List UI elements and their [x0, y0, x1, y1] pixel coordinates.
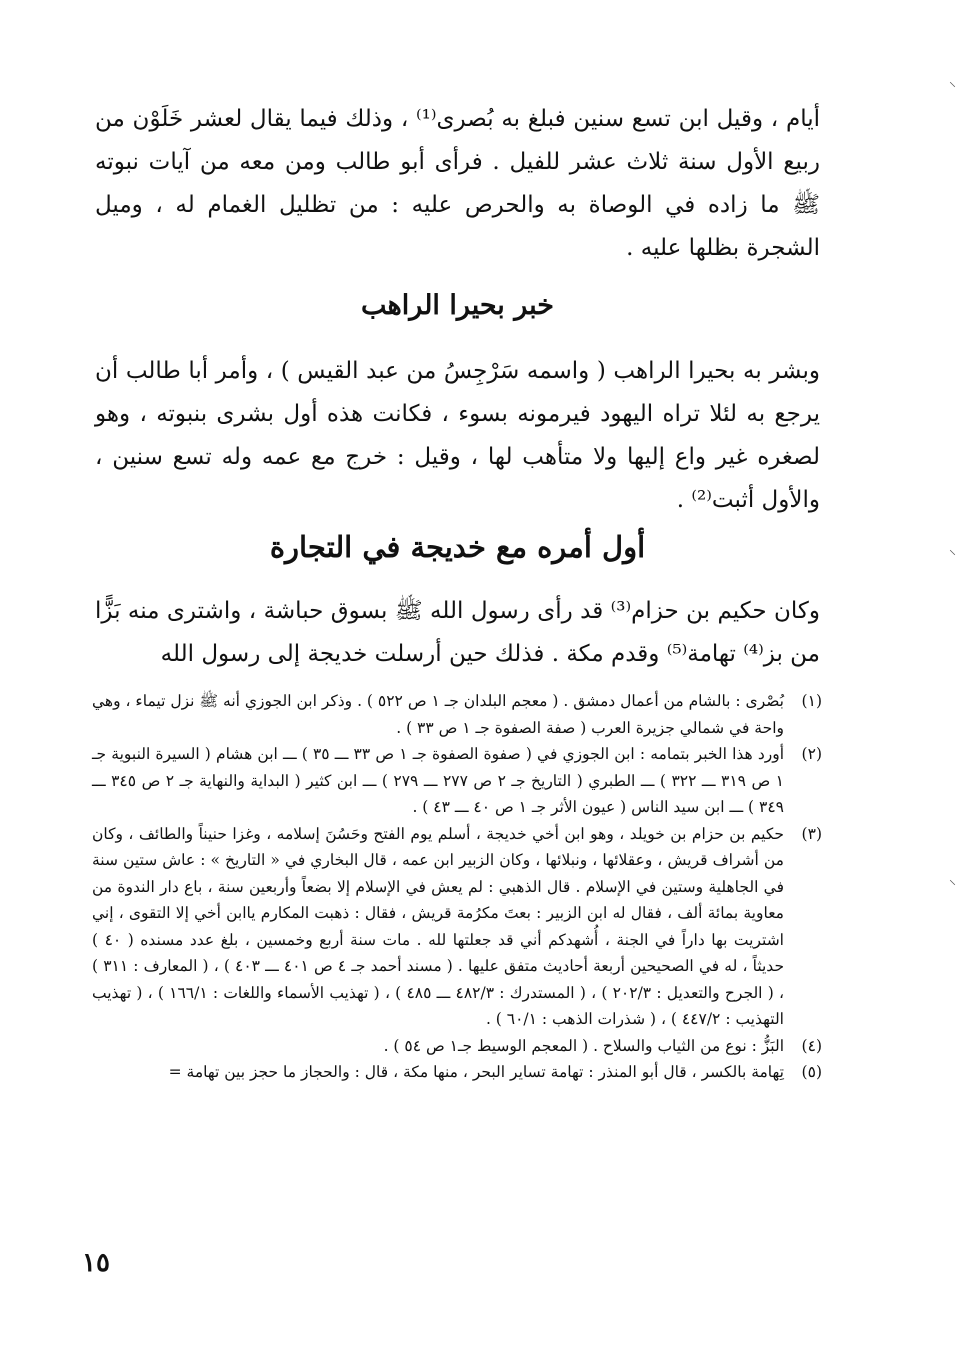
footnote-marker: (١) [801, 692, 822, 710]
body-paragraph-1: أيام ، وقيل ابن تسع سنين فبلغ به بُصرى⁽¹⁾ ، وذلك فيما يقال لعشر خَلَوْن من ربيع الأول سنة ثلاث عشر للفيل . فرأى أبو طالب ومن معه من آيات نبوته ﷺ ما زاده في الوصاة به والحرص عليه : من تظليل الغمام له ، وميل الشجرة بظلها عليه . [95, 106, 821, 261]
footnote-marker: (٣) [801, 824, 822, 843]
footnote-text: أورد هذا الخبر بتمامه : ابن الجوزي في ( صفوة الصفوة جـ ١ ص ٣٣ ـــ ٣٥ ) ـــ ابن هشام ( السيرة النبوية جـ ١ ص ٣١٩ ـــ ٣٢٢ ) ـــ الطبري ( التاريخ جـ ٢ ص ٢٧٧ ـــ ٢٧٩ ) ـــ ابن كثير ( البداية والنهاية جـ ٢ ص ٣٤٥ ـــ ٣٤٩ ) ـــ ابن سيد الناس ( عيون الأثر جـ ١ ص ٤٠ ـــ ٤٣ ) . [92, 745, 785, 816]
footnote-text: تِهامة بالكسر ، قال أبو المنذر : تهامة تساير البحر ، منها مكة ، قال : والحجاز ما حجز بين تهامة = [168, 1063, 784, 1081]
footnote-3 [92, 821, 822, 1033]
footnote-2 [92, 741, 822, 821]
footnote-1 [92, 688, 822, 741]
section-heading-khadija: أول أمره مع خديجة في التجارة [269, 530, 646, 564]
footnotes [92, 688, 822, 1086]
footnote-text: حكيم بن حزام بن خويلد ، وهو ابن أخي خديجة ، أسلم يوم الفتح وحَسُنَ إسلامه ، وغزا حنيناً والطائف ، وكان من أشراف قريش ، وعقلائها ، ونبلائها ، وكان الزبير ابن عمه ، قال البخاري في « التاريخ » : عاش ستين سنة في الجاهلية وستين في الإسلام . قال الذهبي : لم يعش في الإسلام إلا بضعاً وأربعين سنة ، باع دار الندوة من معاوية بمائة ألف ، فقال له ابن الزبير : بعتَ مكرُمة قريش ، فقال : ذهبت المكارم ياابن أخي إلا التقوى ، إني اشتريت بها داراً في الجنة ، أُشهدكم أني قد جعلتها لله . مات سنة أربع وخمسين ، بلغ عدد مسنده ( ٤٠ ) حديثاً ، له في الصحيحين أربعة أحاديث متفق عليها . ( مسند أحمد جـ ٤ ص ٤٠١ ـــ ٤٠٣ ) ، ( المعارف : ٣١١ ) ، ( الجرح والتعديل : ٢٠٢/٣ ) ، ( المستدرك : ٤٨٢/٣ ـــ ٤٨٥ ) ، ( تهذيب الأسماء واللغات : ١٦٦/١ ) ، ( تهذيب التهذيب : ٤٤٧/٢ ) ، ( شذرات الذهب : ٦٠/١ ) . [92, 824, 785, 1028]
scan-margin-mark: ⸝ [949, 872, 956, 888]
scan-margin-mark: ⸝ [949, 542, 956, 558]
page-number: ١٥ [82, 1248, 110, 1278]
footnote-marker: (٤) [801, 1036, 822, 1055]
footnote-5 [92, 1059, 822, 1086]
footnote-marker: (٥) [801, 1063, 822, 1081]
footnote-text: بُصْرى : بالشام من أعمال دمشق . ( معجم البلدان جـ ١ ص ٥٢٢ ) . وذكر ابن الجوزي أنه ﷺ نزل تيماء ، وهي واحة في شمالي جزيرة العرب ( صفة الصفوة جـ ١ ص ٣٣ ) . [92, 692, 784, 737]
body-paragraph-2: وبشر به بحيرا الراهب ( واسمه سَرْجِسُ من عبد القيس ) ، وأمر أبا طالب أن يرجع به لئلا تراه اليهود فيرمونه بسوء ، فكانت هذه أول بشرى بنبوته ، وهو لصغره غير واع إليها ولا متأهب لها ، وقيل : خرج مع عمه وله تسع سنين ، والأول أثبت⁽²⁾ . [95, 358, 820, 513]
footnote-4 [92, 1033, 822, 1060]
footnote-text: البَزُّ : نوع من الثياب والسلاح . ( المعجم الوسيط جـ١ ص ٥٤ ) . [383, 1036, 784, 1055]
section-heading-bahira: خبر بحيرا الراهب [361, 290, 554, 321]
scan-margin-mark: ⸝ [949, 74, 956, 90]
footnote-marker: (٢) [801, 745, 822, 763]
body-paragraph-3: وكان حكيم بن حزام⁽³⁾ قد رأى رسول الله ﷺ بسوق حباشة ، واشترى منه بَزًّا من بز⁽⁴⁾ تهامة⁽⁵⁾ وقدم مكة . فذلك حين أرسلت خديجة إلى رسول الله [95, 598, 820, 667]
